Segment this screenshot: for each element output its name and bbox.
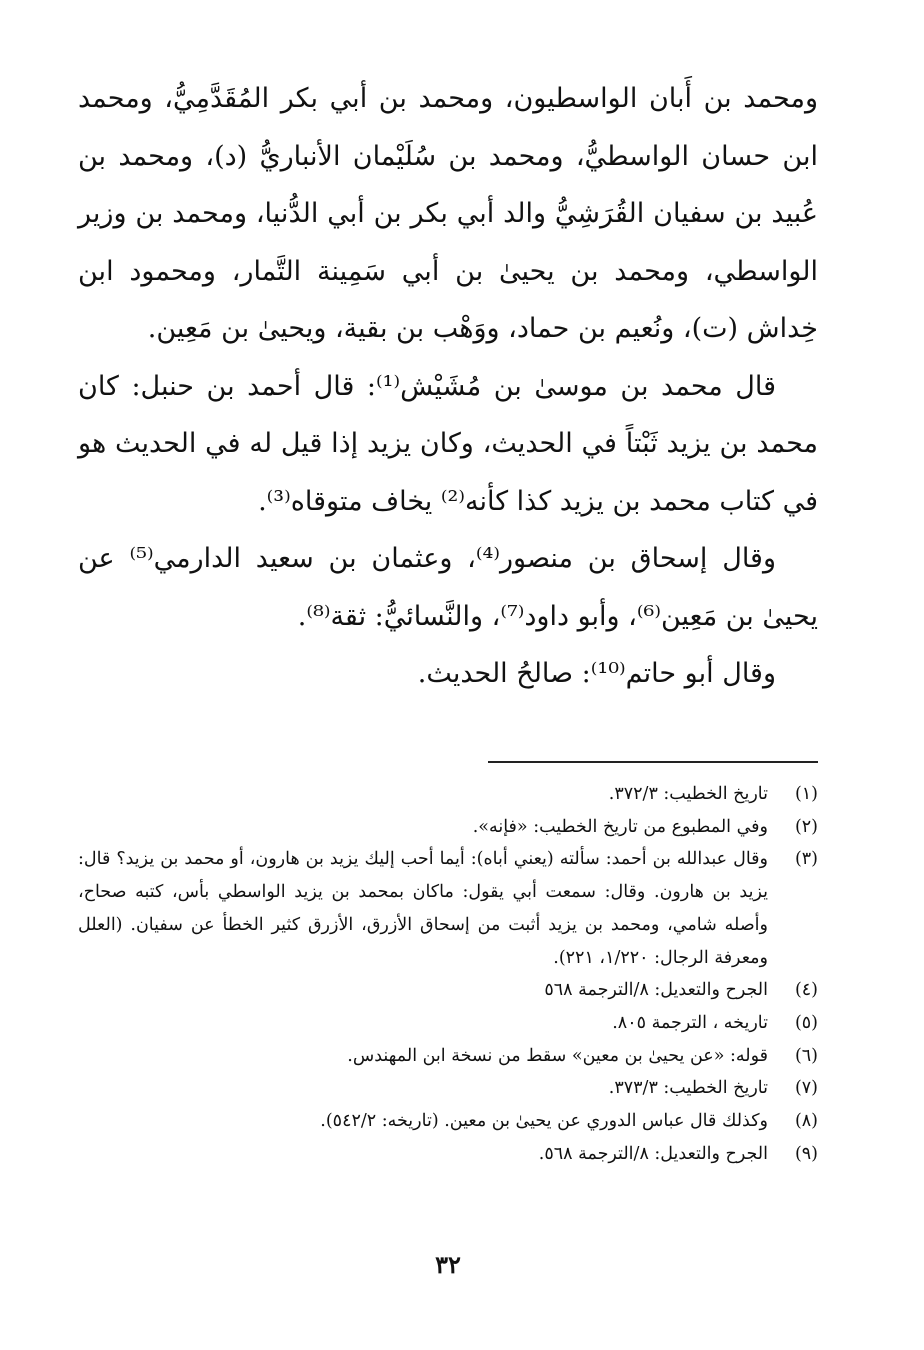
paragraph-abu-hatim: وقال أبو حاتم⁽¹⁰⁾: صالحُ الحديث. <box>417 658 776 689</box>
footnote-item <box>78 811 818 844</box>
footnote-number: (٥) <box>794 1012 818 1033</box>
footnote-item <box>78 1040 818 1073</box>
footnote-separator <box>488 761 818 763</box>
footnote-item <box>78 1007 818 1040</box>
paragraph-ishaq-ibn-mansur: وقال إسحاق بن منصور⁽⁴⁾، وعثمان بن سعيد الدارمي⁽⁵⁾ عن يحيىٰ بن مَعِين⁽⁶⁾، وأبو داود⁽⁷⁾، والنَّسائيُّ: ثقة⁽⁸⁾. <box>78 543 818 632</box>
footnote-item <box>78 1138 818 1171</box>
footnote-number: (١) <box>794 784 818 804</box>
footnote-text: وفي المطبوع من تاريخ الخطيب: «فإنه». <box>472 816 768 837</box>
footnote-item <box>78 843 818 974</box>
paragraph-ahmad-ibn-hanbal: قال محمد بن موسىٰ بن مُشَيْش⁽¹⁾: قال أحمد بن حنبل: كان محمد بن يزيد ثَبْتاً في الحديث، وكان يزيد إذا قيل له في الحديث هو في كتاب محمد بن يزيد كذا كأنه⁽²⁾ يخاف متوقاه⁽³⁾. <box>78 370 818 517</box>
footnote-text: تاريخه ، الترجمة ٨٠٥. <box>612 1012 768 1033</box>
footnote-item <box>78 974 818 1007</box>
footnote-text: وقال عبدالله بن أحمد: سألته (يعني أباه): أيما أحب إليك يزيد بن هارون، أو محمد بن يزيد؟ قال: يزيد بن هارون. وقال: سمعت أبي يقول: ماكان بمحمد بن يزيد الواسطي بأس، كتبه صحاح، وأصله شامي، ومحمد بن يزيد أثبت من إسحاق الأزرق، الأزرق كثير الخطأ عن سفيان. (العلل ومعرفة الرجال: ١/٢٢٠، ٢٢١). <box>78 849 768 968</box>
footnote-item <box>78 778 818 811</box>
page-number: ٣٢ <box>435 1250 461 1279</box>
book-page <box>78 70 818 1320</box>
footnote-text: الجرح والتعديل: ٨/الترجمة ٥٦٨ <box>544 980 768 1001</box>
footnote-text: وكذلك قال عباس الدوري عن يحيىٰ بن معين. (تاريخه: ٥٤٢/٢). <box>320 1111 768 1132</box>
footnote-text: تاريخ الخطيب: ٣٧٢/٣. <box>608 784 768 804</box>
footnote-number: (٨) <box>794 1111 818 1132</box>
paragraph-narrators: ومحمد بن أَبان الواسطيون، ومحمد بن أبي بكر المُقَدَّمِيُّ، ومحمد ابن حسان الواسطيُّ، ومحمد بن سُلَيْمان الأنباريُّ (د)، ومحمد بن عُبيد بن سفيان القُرَشِيُّ والد أبي بكر بن أبي الدُّنيا، ومحمد بن وزير الواسطي، ومحمد بن يحيىٰ بن أبي سَمِينة التَّمار، ومحمود ابن خِداش (ت)، ونُعيم بن حماد، ووَهْب بن بقية، ويحيىٰ بن مَعِين. <box>78 83 818 344</box>
footnote-number: (٧) <box>794 1078 818 1099</box>
footnote-number: (٢) <box>794 816 818 837</box>
footnote-number: (٩) <box>794 1143 818 1164</box>
footnote-text: الجرح والتعديل: ٨/الترجمة ٥٦٨. <box>538 1143 768 1164</box>
footnote-text: تاريخ الخطيب: ٣٧٣/٣. <box>608 1078 768 1099</box>
footnote-number: (٦) <box>794 1045 818 1066</box>
footnotes <box>78 778 818 1170</box>
footnote-item <box>78 1105 818 1138</box>
footnote-number: (٤) <box>794 980 818 1001</box>
footnote-item <box>78 1072 818 1105</box>
footnote-text: قوله: «عن يحيىٰ بن معين» سقط من نسخة ابن المهندس. <box>347 1045 768 1066</box>
footnote-number: (٣) <box>794 849 818 870</box>
main-text <box>78 70 818 703</box>
